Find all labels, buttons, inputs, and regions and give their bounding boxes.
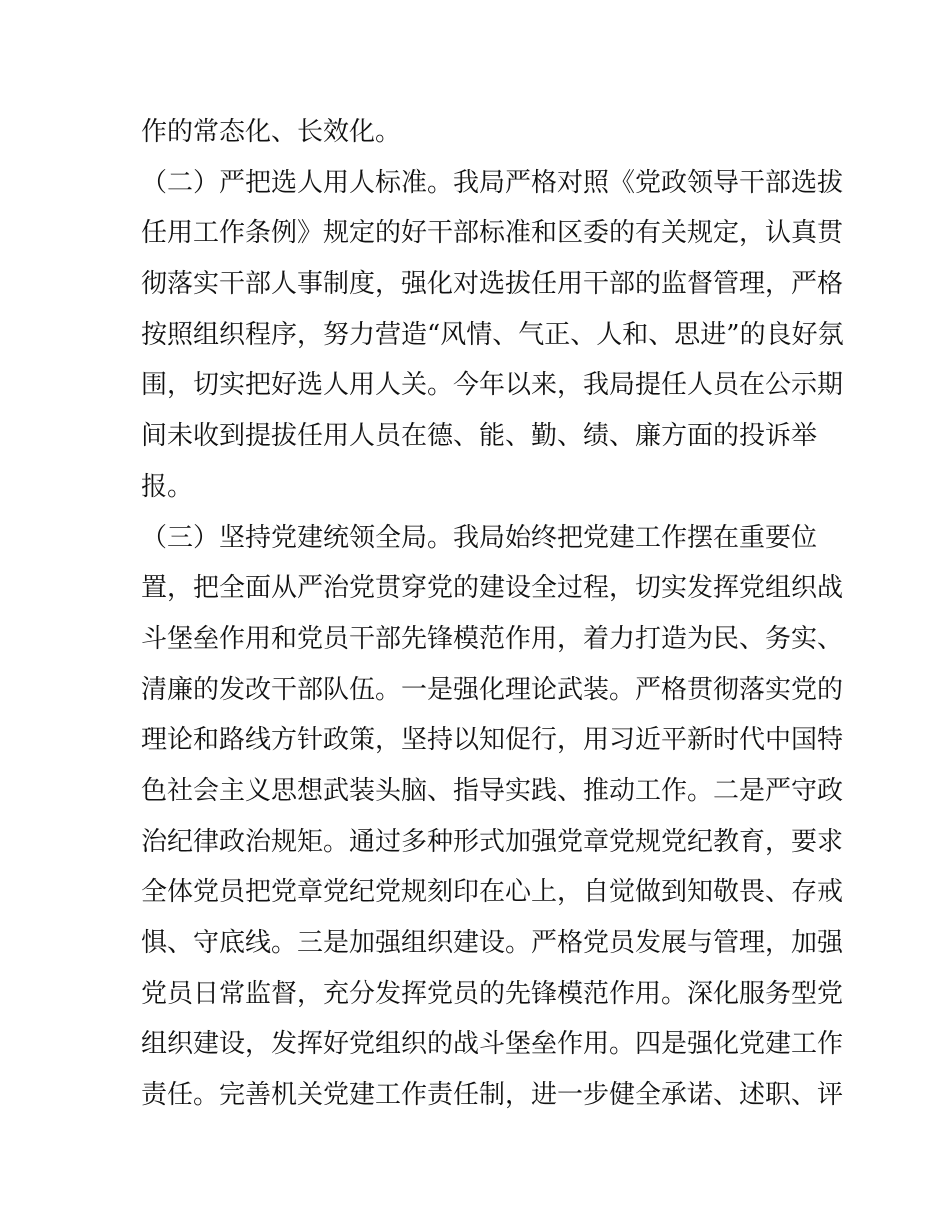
text-line: 责任。完善机关党建工作责任制，进一步健全承诺、述职、评 (141, 1080, 844, 1111)
body-text (141, 107, 844, 1121)
text-line: 任用工作条例》规定的好干部标准和区委的有关规定，认真贯 (141, 218, 844, 249)
text-line: 理论和路线方针政策，坚持以知促行，用习近平新时代中国特 (141, 725, 844, 756)
text-line: 惧、守底线。三是加强组织建设。严格党员发展与管理，加强 (141, 928, 844, 958)
text-line: 清廉的发改干部队伍。一是强化理论武装。严格贯彻落实党的 (141, 674, 844, 705)
text-line: 彻落实干部人事制度，强化对选拔任用干部的监督管理，严格 (141, 269, 844, 300)
text-line: （三）坚持党建统领全局。我局始终把党建工作摆在重要位 (141, 522, 818, 553)
text-line: 置，把全面从严治党贯穿党的建设全过程，切实发挥党组织战 (141, 573, 844, 604)
text-line: 全体党员把党章党纪党规刻印在心上，自觉做到知敬畏、存戒 (141, 877, 844, 908)
text-line: 作的常态化、长效化。 (141, 117, 402, 147)
text-line: （二）严把选人用人标准。我局严格对照《党政领导干部选拔 (141, 167, 844, 198)
text-line: 围，切实把好选人用人关。今年以来，我局提任人员在公示期 (141, 370, 844, 401)
text-line: 间未收到提拔任用人员在德、能、勤、绩、廉方面的投诉举 (141, 421, 818, 452)
text-line: 报。 (141, 471, 194, 502)
text-line: 斗堡垒作用和党员干部先锋模范作用，着力打造为民、务实、 (141, 623, 844, 654)
text-line: 按照组织程序，努力营造“风情、气正、人和、思进”的良好氛 (141, 319, 844, 350)
text-line: 党员日常监督，充分发挥党员的先锋模范作用。深化服务型党 (141, 978, 844, 1009)
text-line: 治纪律政治规矩。通过多种形式加强党章党规党纪教育，要求 (141, 826, 844, 857)
text-line: 色社会主义思想武装头脑、指导实践、推动工作。二是严守政 (141, 775, 844, 806)
text-line: 组织建设，发挥好党组织的战斗堡垒作用。四是强化党建工作 (141, 1029, 844, 1060)
